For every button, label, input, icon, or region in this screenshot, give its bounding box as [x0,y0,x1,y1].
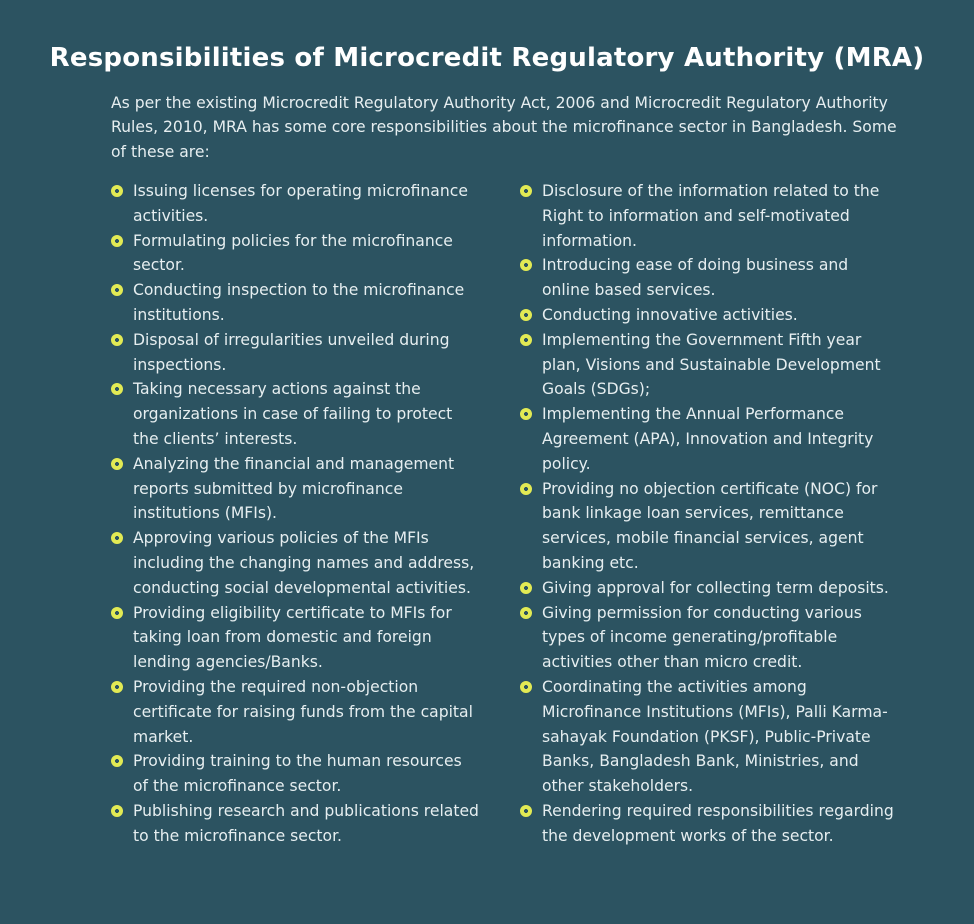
list-item-text: Providing eligibility certificate to MFIs for taking loan from domestic and foreign lending agencies/Banks. [133,603,452,672]
bullet-icon [520,309,532,321]
bullet-icon [520,334,532,346]
bullet-icon [520,805,532,817]
list-item-text: Giving permission for conducting various types of income generating/profitable activities other than micro credit. [542,603,862,672]
bullet-icon [111,805,123,817]
list-item-text: Providing no objection certificate (NOC) for bank linkage loan services, remittance services, mobile financial services, agent banking etc. [542,479,878,572]
list-item [520,799,895,849]
list-item-text: Providing training to the human resources of the microfinance sector. [133,752,462,796]
bullet-icon [111,532,123,544]
list-item-text: Conducting innovative activities. [542,305,798,324]
list-item [520,576,895,601]
list-item-text: Issuing licenses for operating microfinance activities. [133,182,468,225]
bullet-icon [111,185,123,197]
bullet-icon [520,408,532,420]
bullet-icon [520,681,532,693]
list-item [520,179,895,253]
list-item [520,477,895,576]
list-item [520,402,895,476]
list-item-text: Analyzing the financial and management reports submitted by microfinance institutions (MFIs). [133,454,455,523]
bullet-icon [520,483,532,495]
bullet-icon [520,185,532,197]
bullet-icon [520,582,532,594]
list-item-text: Introducing ease of doing business and online based services. [542,256,849,300]
bullet-icon [111,334,123,346]
list-item-text: Implementing the Government Fifth year plan, Visions and Sustainable Development Goals (SDGs); [542,330,881,399]
bullet-icon [111,235,123,247]
bullet-icon [111,607,123,619]
list-item [520,601,895,675]
list-item-text: Disposal of irregularities unveiled during inspections. [133,330,450,374]
list-item-text: Disclosure of the information related to the Right to information and self-motivated information. [542,182,880,250]
bullet-icon [111,681,123,693]
page-title: Responsibilities of Microcredit Regulatory Authority (MRA) [49,43,925,74]
list-item [111,179,481,229]
list-item-text: Implementing the Annual Performance Agreement (APA), Innovation and Integrity policy. [542,405,874,473]
list-item [111,328,481,378]
list-item-text: Approving various policies of the MFIs including the changing names and address, conducting social developmental activities. [133,529,475,597]
list-item [520,328,895,402]
list-item-text: Coordinating the activities among Microfinance Institutions (MFIs), Palli Karma-sahayak Foundation (PKSF), Public-Private Banks, Bangladesh Bank, Ministries, and other stakeholders. [542,677,888,796]
bullet-icon [111,458,123,470]
bullet-icon [520,607,532,619]
list-item-text: Providing the required non-objection certificate for raising funds from the capital market. [133,677,473,746]
list-item-text: Taking necessary actions against the organizations in case of failing to protect the clients’ interests. [133,380,453,448]
list-item [111,675,481,749]
list-item [111,452,481,526]
list-item [111,229,481,279]
list-item-text: Conducting inspection to the microfinance institutions. [133,281,465,324]
list-item [520,253,895,303]
list-item-text: Giving approval for collecting term deposits. [542,578,889,597]
responsibilities-list-left [111,179,481,849]
list-item [111,526,481,600]
list-item [520,303,895,328]
list-item [111,377,481,451]
bullet-icon [111,284,123,296]
list-item-text: Rendering required responsibilities regarding the development works of the sector. [542,801,894,845]
list-item-text: Publishing research and publications related to the microfinance sector. [133,801,479,845]
list-item [111,749,481,799]
bullet-icon [111,383,123,395]
responsibilities-list-right [520,179,895,849]
list-item-text: Formulating policies for the microfinance sector. [133,231,453,275]
list-item [520,675,895,799]
intro-paragraph: As per the existing Microcredit Regulatory Authority Act, 2006 and Microcredit Regulatory Authority Rules, 2010, MRA has some core responsibilities about the microfinance sector in Bangladesh. Some of these are: [111,93,897,161]
list-item [111,278,481,328]
list-item [111,601,481,675]
list-item [111,799,481,849]
bullet-icon [111,755,123,767]
bullet-icon [520,259,532,271]
